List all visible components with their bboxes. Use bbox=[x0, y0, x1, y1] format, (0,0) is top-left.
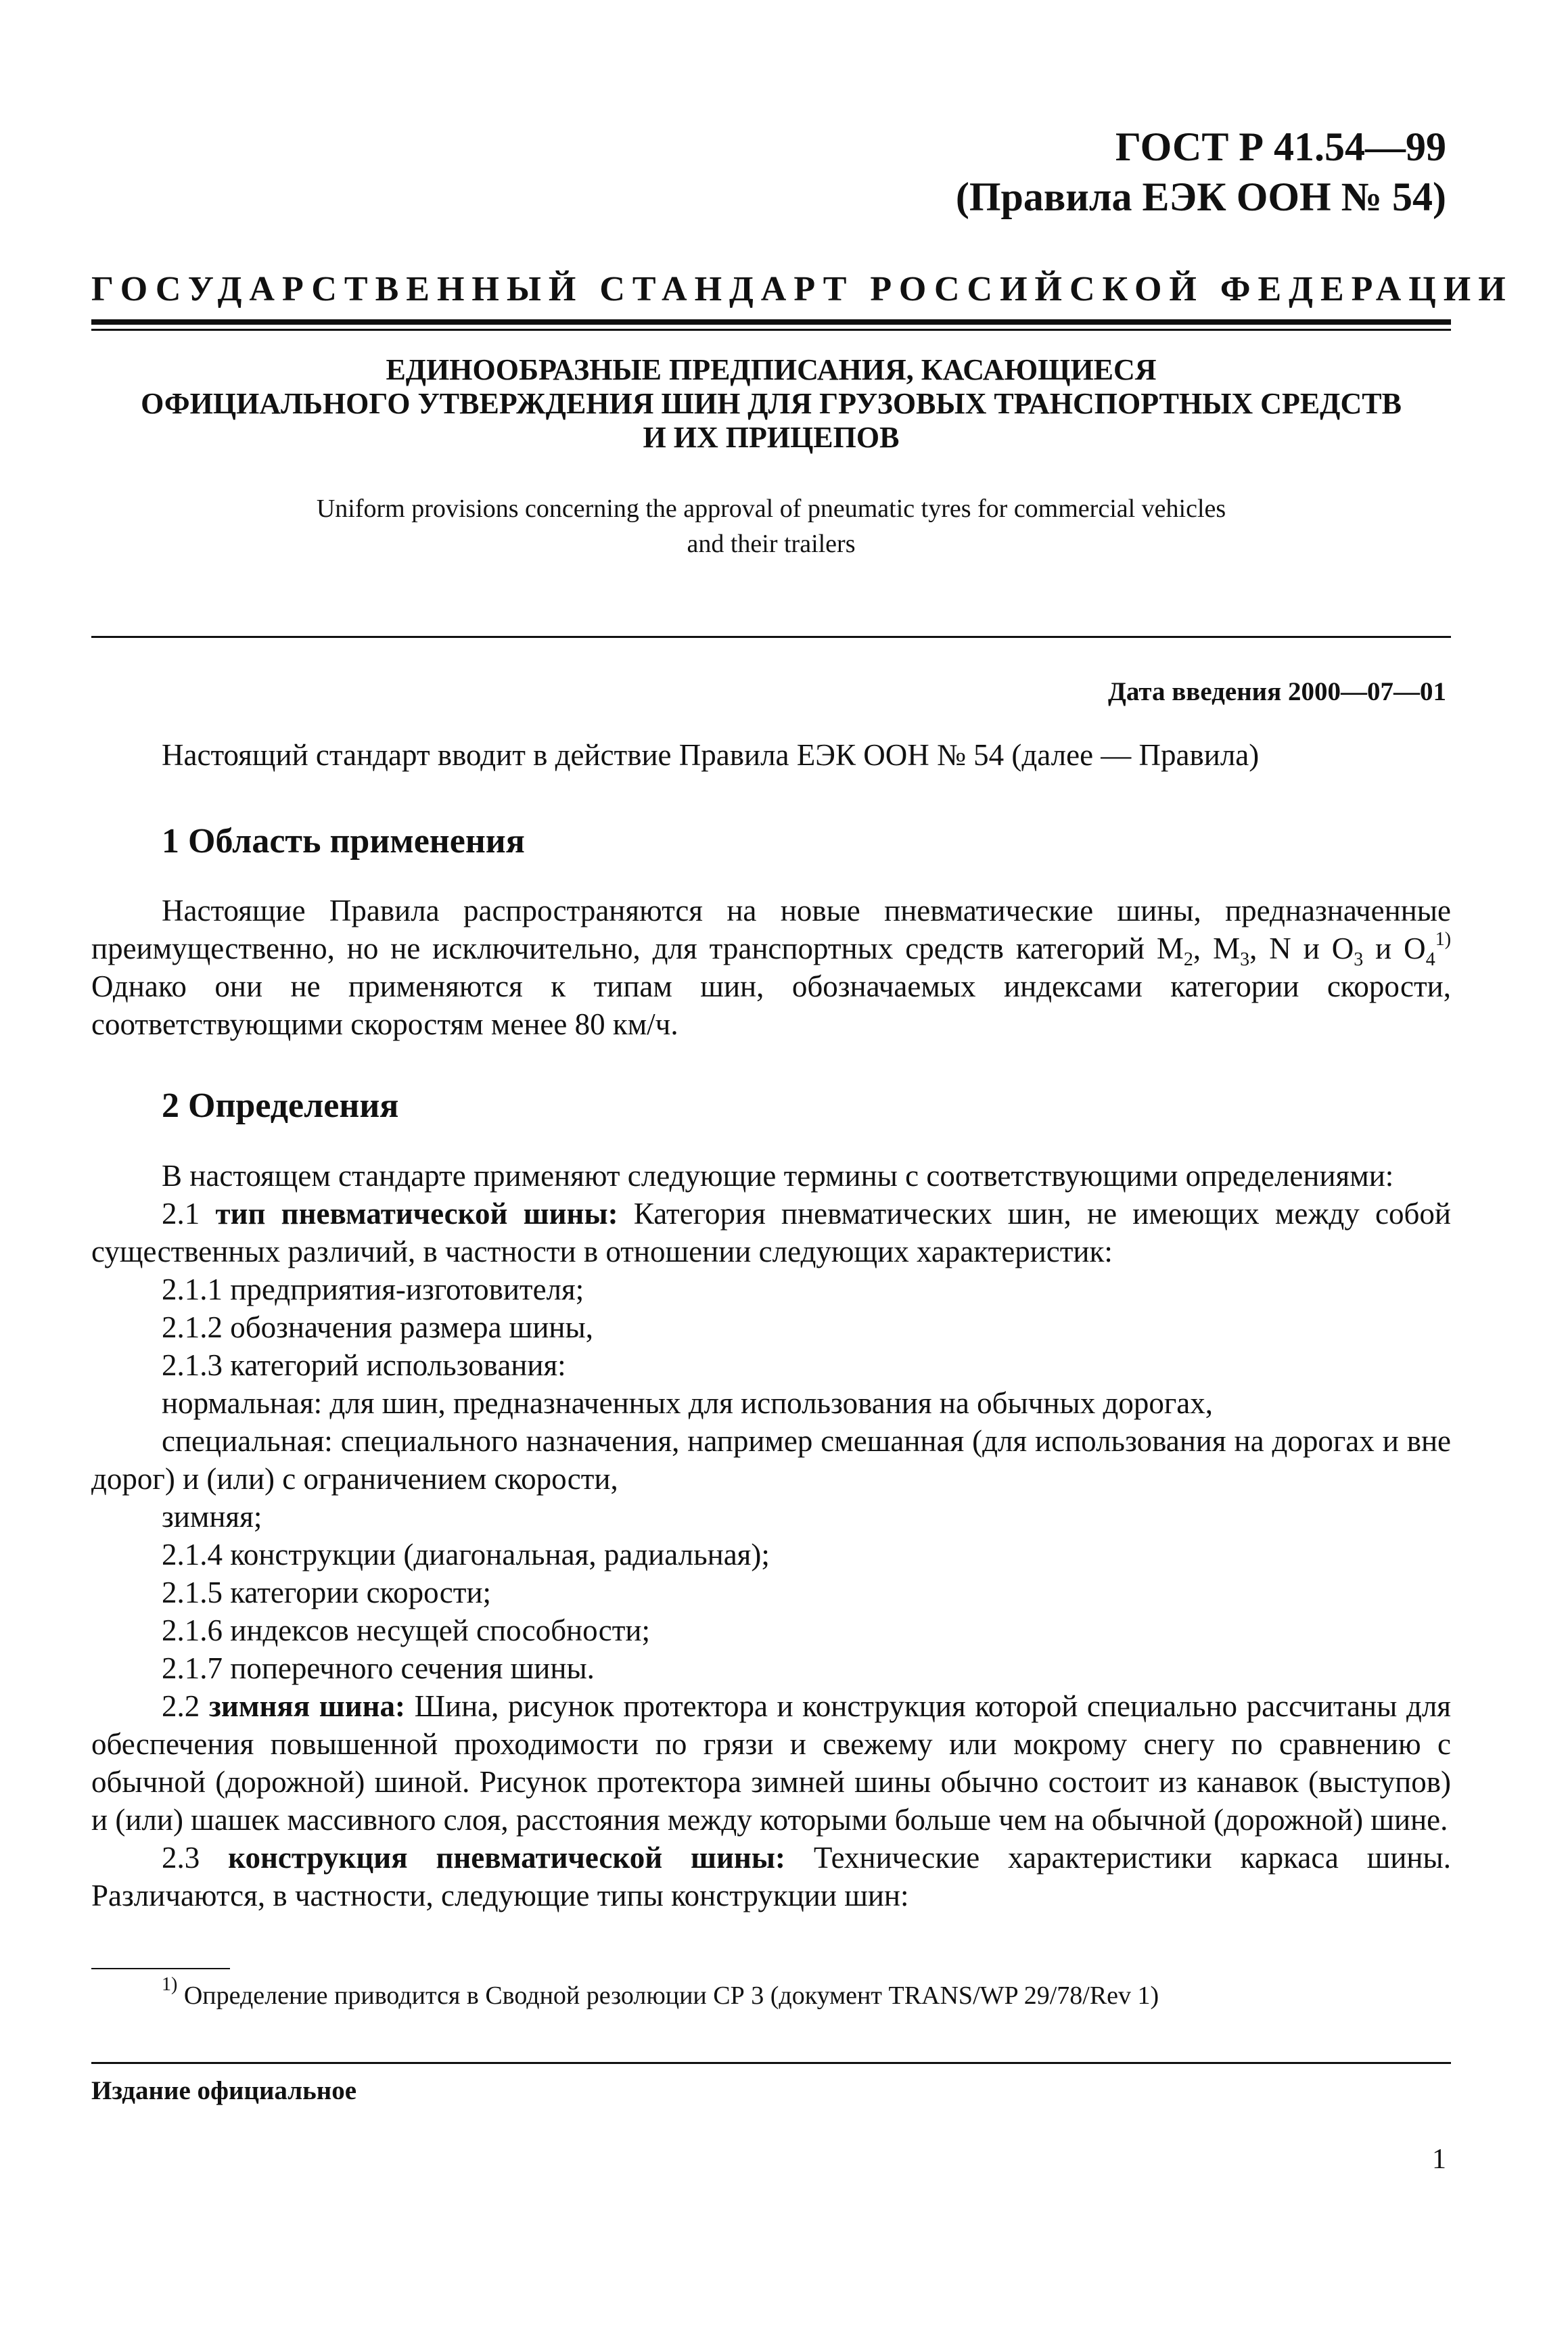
item-2-1-3: 2.1.3 категорий использования: bbox=[162, 1348, 566, 1382]
term-tyre-type: тип пневматической шины: bbox=[215, 1197, 618, 1231]
item-2-1-2: 2.1.2 обозначения размера шины, bbox=[162, 1310, 593, 1344]
title-line-3: И ИХ ПРИЦЕПОВ bbox=[643, 421, 900, 454]
section-2-intro: В настоящем стандарте применяют следующие термины с соответствующими определениями: bbox=[162, 1159, 1394, 1193]
term-tyre-construction: конструкция пневматической шины: bbox=[228, 1841, 785, 1875]
title-line-2: ОФИЦИАЛЬНОГО УТВЕРЖДЕНИЯ ШИН ДЛЯ ГРУЗОВЫХ ТРАНСПОРТНЫХ СРЕДСТВ bbox=[141, 387, 1402, 420]
footer-rule bbox=[91, 2062, 1451, 2064]
item-2-1-5: 2.1.5 категории скорости; bbox=[162, 1576, 492, 1609]
footnote-mark: 1) bbox=[162, 1974, 178, 1995]
document-title-en bbox=[203, 491, 1339, 561]
definition-2-1: 2.1 тип пневматической шины: Категория пневматических шин, не имеющих между собой существенных различий, в частности в отношении следующих характеристик: bbox=[91, 1197, 1452, 1268]
section-2-title: 2 Определения bbox=[162, 1086, 399, 1125]
title-line-1: ЕДИНООБРАЗНЫЕ ПРЕДПИСАНИЯ, КАСАЮЩИЕСЯ bbox=[386, 353, 1157, 386]
item-2-1-7: 2.1.7 поперечного сечения шины. bbox=[162, 1651, 595, 1685]
title-en-line-1: Uniform provisions concerning the approval of pneumatic tyres for commercial vehicles bbox=[316, 495, 1226, 523]
footnote-separator bbox=[91, 1968, 230, 1969]
section-2-body bbox=[91, 1157, 1451, 1914]
definition-2-2: 2.2 зимняя шина: Шина, рисунок протектора и конструкция которой специально рассчитаны для обеспечения повышенной проходимости по грязи и свежему или мокрому снегу по сравнению с обычной (дорожной) шиной. Рисунок протектора зимней шины обычно состоит из канавок (выступов) и (или) шашек массивного слоя, расстояния между которыми больше чем на обычной (дорожной) шине. bbox=[91, 1689, 1452, 1837]
usage-special: специальная: специального назначения, например смешанная (для использования на дорогах и вне дорог) и (или) с ограничением скорости, bbox=[91, 1424, 1451, 1496]
header-rule-thin bbox=[91, 329, 1451, 331]
section-1-title: 1 Область применения bbox=[162, 822, 525, 861]
section-1-body bbox=[91, 892, 1451, 1043]
document-title-ru bbox=[91, 353, 1451, 455]
footnote-text: Определение приводится в Сводной резолюции СР 3 (документ TRANS/WP 29/78/Rev 1) bbox=[177, 1981, 1159, 2010]
item-2-1-4: 2.1.4 конструкции (диагональная, радиальная); bbox=[162, 1538, 770, 1572]
footnote-marker: 1) bbox=[1435, 929, 1452, 950]
rules-reference: (Правила ЕЭК ООН № 54) bbox=[955, 175, 1446, 219]
usage-normal: нормальная: для шин, предназначенных для использования на обычных дорогах, bbox=[162, 1386, 1214, 1420]
usage-winter: зимняя; bbox=[162, 1500, 262, 1534]
item-2-1-1: 2.1.1 предприятия-изготовителя; bbox=[162, 1272, 584, 1306]
item-2-1-6: 2.1.6 индексов несущей способности; bbox=[162, 1613, 650, 1647]
section-1-paragraph: Настоящие Правила распространяются на новые пневматические шины, предназначенные преимущественно, но не исключительно, для транспортных средств категорий $M_2$, $M_3$, N и $O_3$ и $O_4^{1)}$ Однако они не применяются к типам шин, обозначаемых индексами категории скорости, соответствующими скоростям менее 80 км/ч. bbox=[91, 894, 1452, 1041]
footnote bbox=[91, 1974, 1159, 2013]
title-en-line-2: and their trailers bbox=[687, 530, 856, 558]
definition-2-3: 2.3 конструкция пневматической шины: Технические характеристики каркаса шины. Различаются, в частности, следующие типы конструкции шин: bbox=[91, 1841, 1451, 1912]
intro-paragraph bbox=[91, 736, 1451, 774]
introduction-date: Дата введения 2000—07—01 bbox=[1108, 677, 1446, 706]
intro-text: Настоящий стандарт вводит в действие Правила ЕЭК ООН № 54 (далее — Правила) bbox=[162, 738, 1260, 772]
header-rule-thick bbox=[91, 319, 1451, 325]
gost-number-block bbox=[956, 122, 1446, 222]
state-standard-heading: ГОСУДАРСТВЕННЫЙ СТАНДАРТ РОССИЙСКОЙ ФЕДЕРАЦИИ bbox=[91, 270, 1513, 308]
gost-number: ГОСТ Р 41.54—99 bbox=[1115, 124, 1446, 169]
term-winter-tyre: зимняя шина: bbox=[208, 1689, 406, 1723]
edition-label: Издание официальное bbox=[91, 2076, 357, 2105]
page-number: 1 bbox=[1432, 2144, 1446, 2175]
title-rule bbox=[91, 636, 1451, 638]
